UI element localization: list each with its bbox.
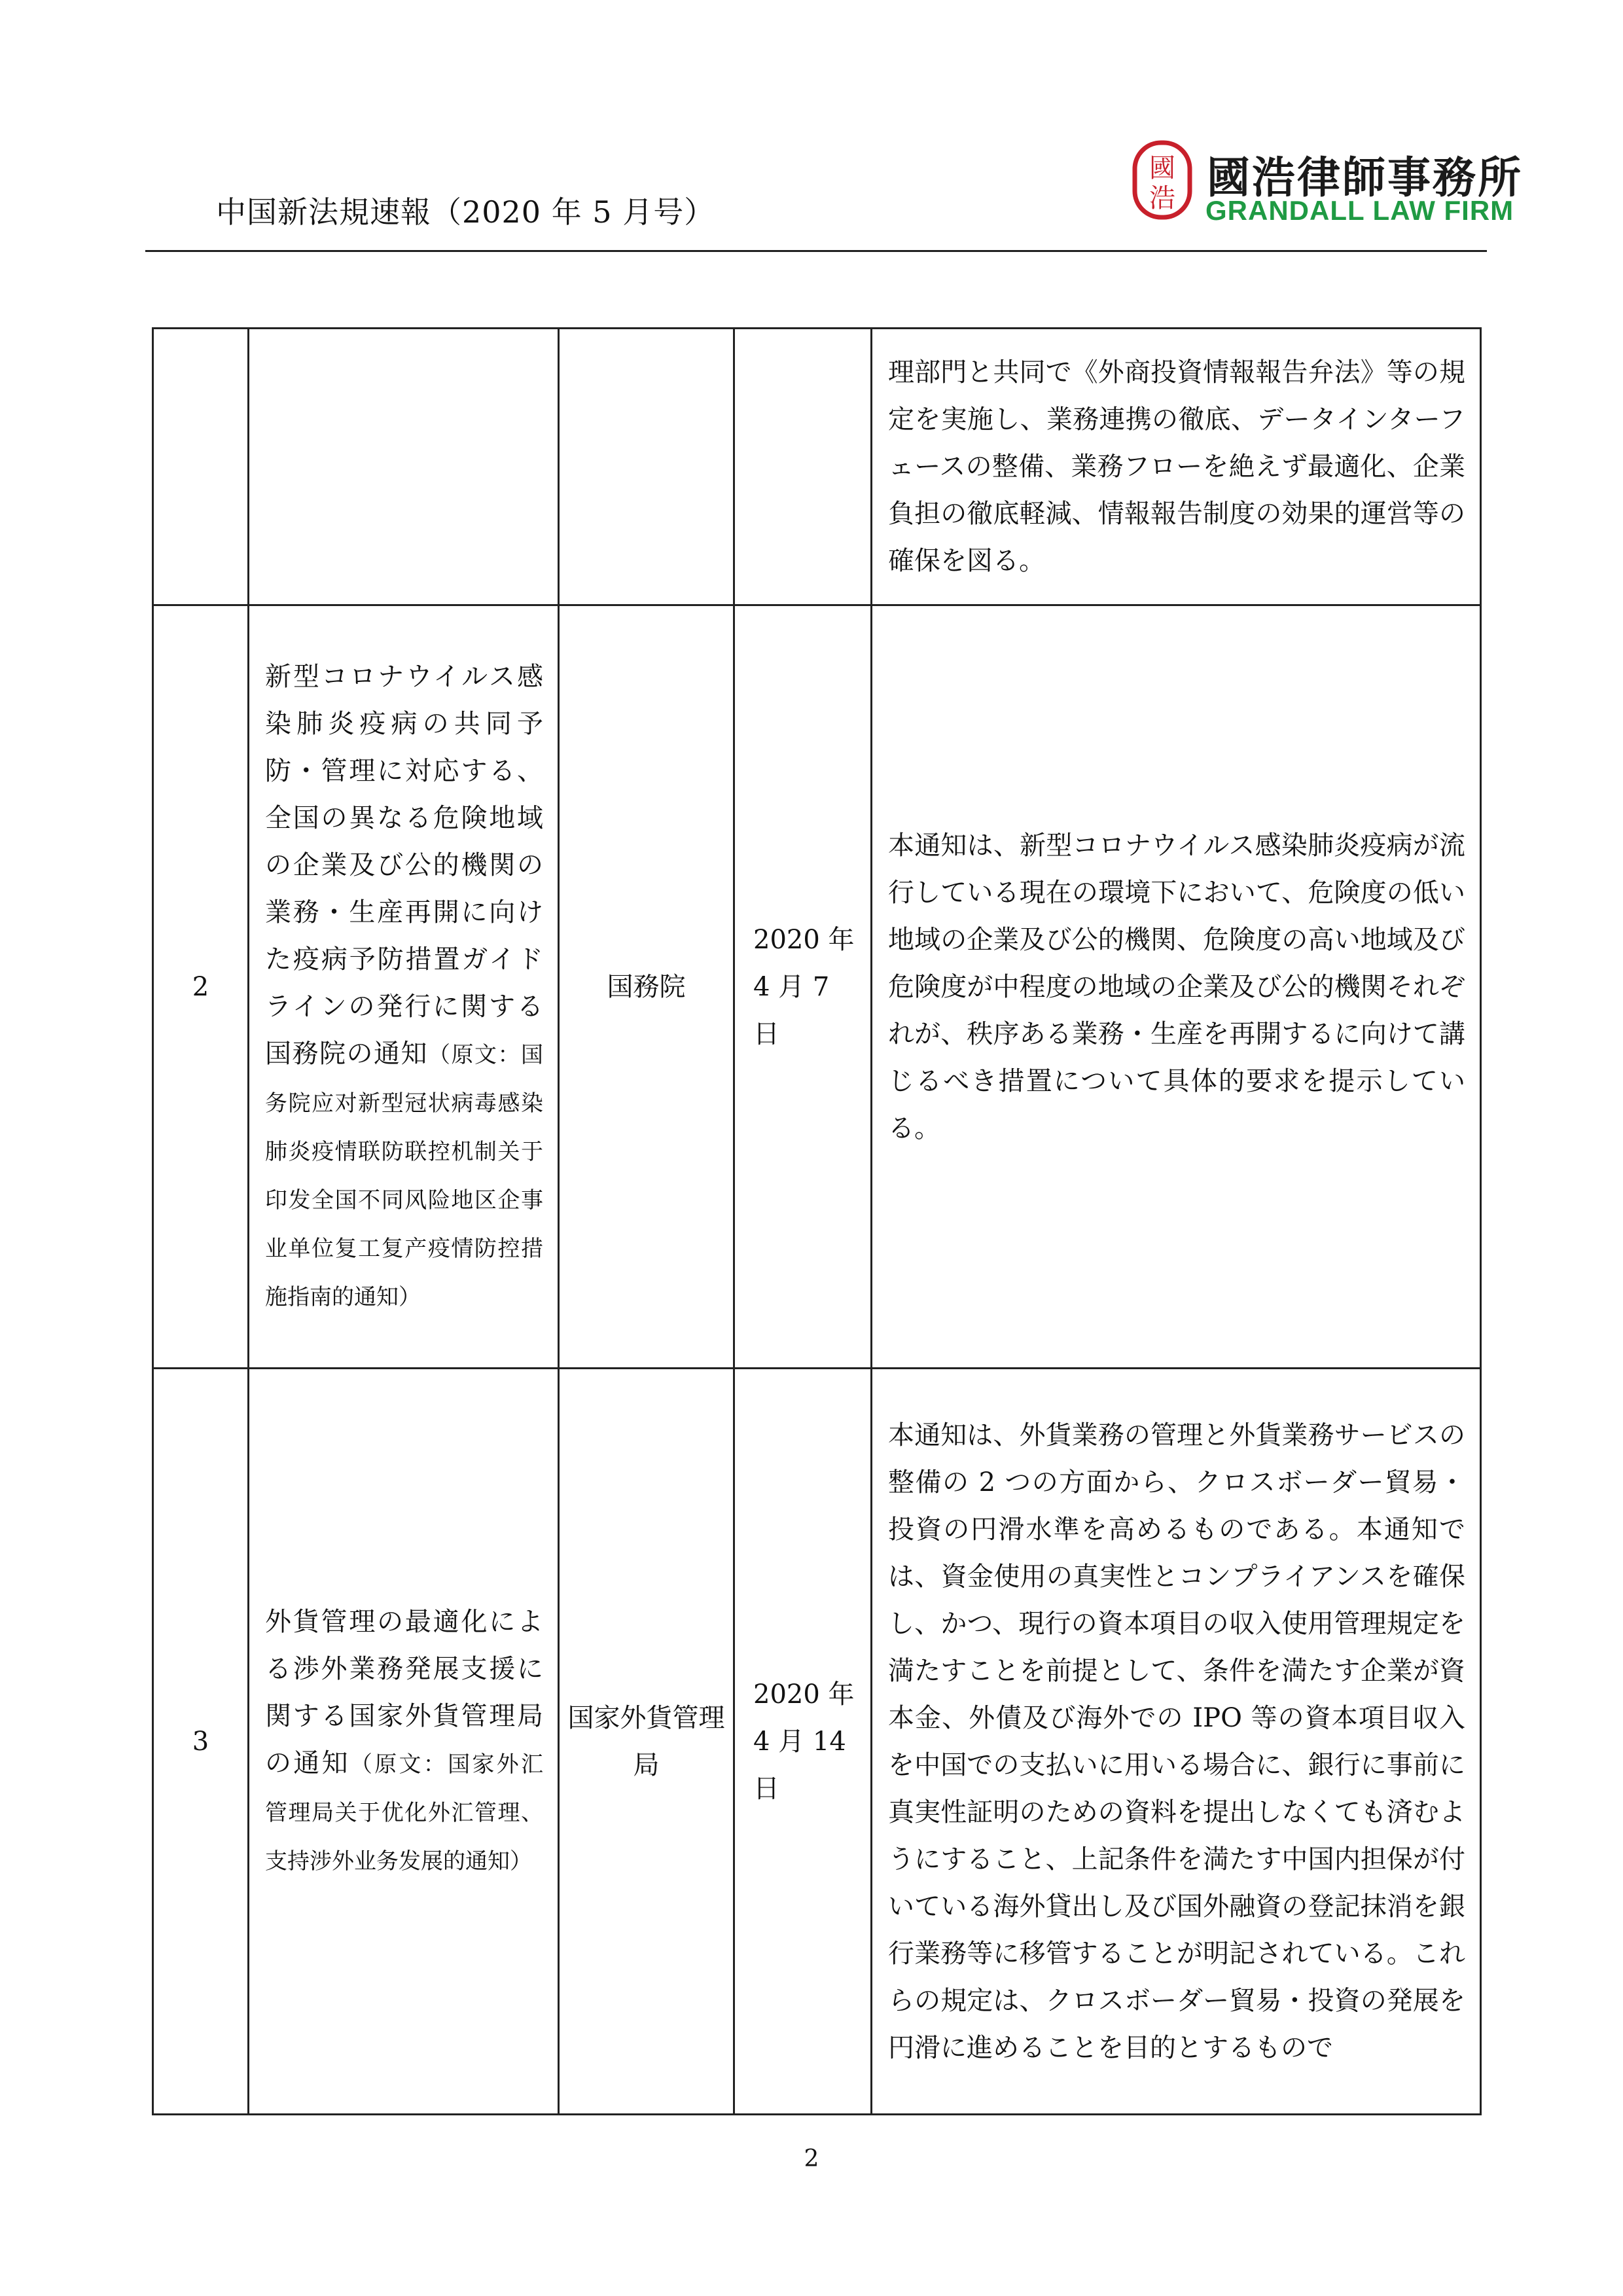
page-header-title: 中国新法規速報（2020 年 5 月号）: [216, 194, 715, 230]
svg-text:浩: 浩: [1149, 183, 1175, 213]
row-number: 2: [153, 605, 249, 1369]
issuing-authority: 国務院: [559, 605, 734, 1369]
summary: 本通知は、新型コロナウイルス感染肺炎疫病が流行している現在の環境下において、危険度の低い地域の企業及び公的機関、危険度の高い地域及び危険度が中程度の地域の企業及び公的機関それぞれが、秩序ある業務・生産を再開するに向けて講じるべき措置について具体的要求を提示している。: [872, 605, 1481, 1369]
title-text: 外貨管理の最適化による渉外業務発展支援に関する国家外貨管理局の通知: [265, 1606, 543, 1778]
issuing-authority: 国家外貨管理局: [559, 1369, 734, 2115]
seal-icon: [1130, 139, 1195, 221]
summary: 本通知は、外貨業務の管理と外貨業務サービスの整備の 2 つの方面から、クロスボーダー貿易・投資の円滑水準を高めるものである。本通知では、資金使用の真実性とコンプライアンスを確保し、かつ、現行の資本項目の収入使用管理規定を満たすことを前提として、条件を満たす企業が資本金、外債及び海外での IPO 等の資本項目収入を中国での支払いに用いる場合に、銀行に事前に真実性証明のための資料を提出しなくても済むようにすること、上記条件を満たす中国内担保が付いている海外貸出し及び国外融資の登記抹消を銀行業務等に移管することが明記されている。これらの規定は、クロスボーダー貿易・投資の発展を円滑に進めることを目的とするもので: [872, 1369, 1481, 2115]
logo-chinese-name: 國浩律師事務所: [1207, 152, 1523, 203]
row-number: 3: [153, 1369, 249, 2115]
issue-date: 2020 年 4 月 7 日: [734, 605, 872, 1369]
svg-text:國: 國: [1149, 153, 1175, 183]
regulation-title: [249, 1369, 559, 2115]
firm-logo: [1130, 139, 1523, 230]
logo-english-name: GRANDALL LAW FIRM: [1205, 195, 1514, 226]
table-row: [153, 1369, 1481, 2115]
regulations-table: [152, 327, 1482, 2115]
table-row: [153, 605, 1481, 1369]
summary: 理部門と共同で《外商投資情報報告弁法》等の規定を実施し、業務連携の徹底、データインターフェースの整備、業務フローを絶えず最適化、企業負担の徹底軽減、情報報告制度の効果的運営等の確保を図る。: [872, 329, 1481, 605]
title-text: 新型コロナウイルス感染肺炎疫病の共同予防・管理に対応する、全国の異なる危険地域の企業及び公的機関の業務・生産再開に向けた疫病予防措置ガイドラインの発行に関する国務院の通知: [265, 661, 543, 1069]
regulation-title: [249, 329, 559, 605]
row-number: [153, 329, 249, 605]
title-original: （原文：国务院应对新型冠状病毒感染肺炎疫情联防联控机制关于印发全国不同风险地区企事业单位复工复产疫情防控措施指南的通知）: [265, 1041, 543, 1310]
issue-date: [734, 329, 872, 605]
page-number: 2: [804, 2145, 819, 2172]
issue-date: 2020 年 4 月 14 日: [734, 1369, 872, 2115]
header-divider: [145, 250, 1487, 252]
regulation-title: [249, 605, 559, 1369]
table-row: [153, 329, 1481, 605]
issuing-authority: [559, 329, 734, 605]
title-original: （原文：国家外汇管理局关于优化外汇管理、支持涉外业务发展的通知）: [265, 1751, 544, 1874]
